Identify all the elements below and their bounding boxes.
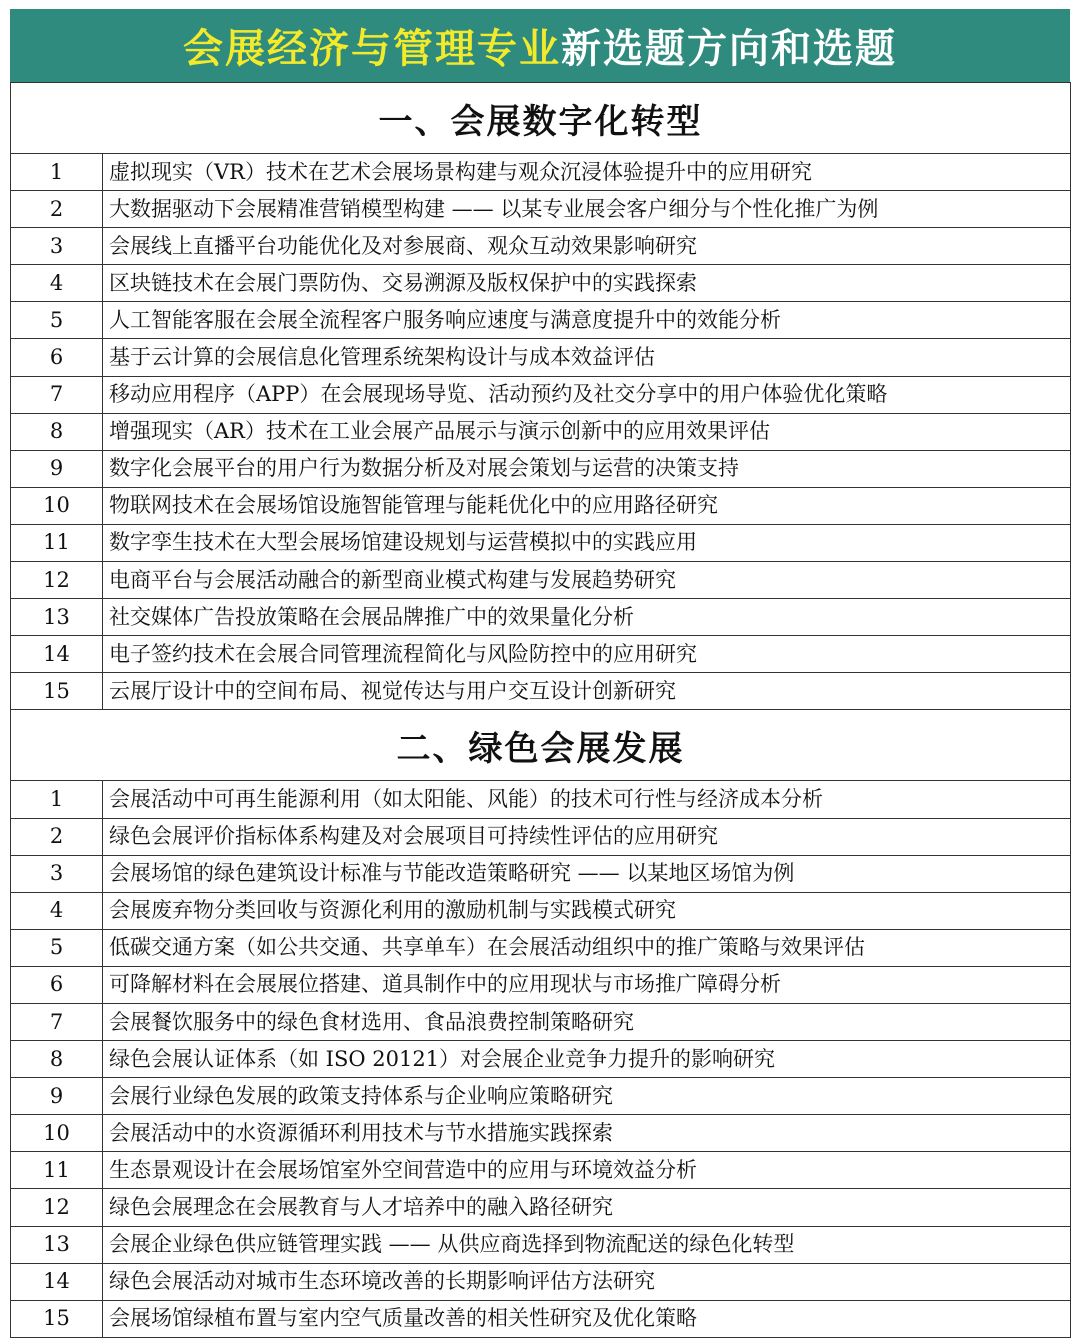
- topic-number: 6: [11, 339, 103, 376]
- table-row: [11, 1226, 1071, 1263]
- topic-number: 1: [11, 781, 103, 818]
- table-row: [11, 376, 1071, 413]
- topic-text: 人工智能客服在会展全流程客户服务响应速度与满意度提升中的效能分析: [103, 302, 1071, 339]
- table-row: [11, 524, 1071, 561]
- table-row: [11, 413, 1071, 450]
- topic-text: 区块链技术在会展门票防伪、交易溯源及版权保护中的实践探索: [103, 265, 1071, 302]
- topic-number: 14: [11, 1263, 103, 1300]
- table-row: [11, 265, 1071, 302]
- topic-number: 4: [11, 892, 103, 929]
- topic-text: 物联网技术在会展场馆设施智能管理与能耗优化中的应用路径研究: [103, 487, 1071, 524]
- table-row: [11, 892, 1071, 929]
- table-row: [11, 487, 1071, 524]
- topic-number: 8: [11, 1041, 103, 1078]
- topic-text: 会展行业绿色发展的政策支持体系与企业响应策略研究: [103, 1078, 1071, 1115]
- topic-number: 12: [11, 562, 103, 599]
- title-rest: 新选题方向和选题: [561, 25, 897, 72]
- section-heading: 二、绿色会展发展: [11, 710, 1071, 781]
- table-row: [11, 781, 1071, 818]
- table-row: [11, 1041, 1071, 1078]
- topic-text: 基于云计算的会展信息化管理系统架构设计与成本效益评估: [103, 339, 1071, 376]
- topic-text: 可降解材料在会展展位搭建、道具制作中的应用现状与市场推广障碍分析: [103, 966, 1071, 1003]
- table-row: [11, 1078, 1071, 1115]
- topic-text: 会展场馆绿植布置与室内空气质量改善的相关性研究及优化策略: [103, 1300, 1071, 1337]
- topic-number: 13: [11, 1226, 103, 1263]
- table-row: [11, 450, 1071, 487]
- topic-text: 生态景观设计在会展场馆室外空间营造中的应用与环境效益分析: [103, 1152, 1071, 1189]
- table-row: [11, 339, 1071, 376]
- topic-text: 低碳交通方案（如公共交通、共享单车）在会展活动组织中的推广策略与效果评估: [103, 929, 1071, 966]
- title-banner: [10, 9, 1070, 82]
- topic-number: 6: [11, 966, 103, 1003]
- section-heading-row: [11, 710, 1071, 781]
- topic-text: 会展活动中可再生能源利用（如太阳能、风能）的技术可行性与经济成本分析: [103, 781, 1071, 818]
- table-row: [11, 1263, 1071, 1300]
- topic-number: 14: [11, 636, 103, 673]
- table-row: [11, 562, 1071, 599]
- topic-text: 电子签约技术在会展合同管理流程简化与风险防控中的应用研究: [103, 636, 1071, 673]
- topic-number: 8: [11, 413, 103, 450]
- topic-text: 会展线上直播平台功能优化及对参展商、观众互动效果影响研究: [103, 228, 1071, 265]
- topic-text: 大数据驱动下会展精准营销模型构建 —— 以某专业展会客户细分与个性化推广为例: [103, 191, 1071, 228]
- topic-number: 1: [11, 154, 103, 191]
- section-heading: 一、会展数字化转型: [11, 83, 1071, 154]
- topic-text: 社交媒体广告投放策略在会展品牌推广中的效果量化分析: [103, 599, 1071, 636]
- topic-number: 11: [11, 1152, 103, 1189]
- topic-text: 移动应用程序（APP）在会展现场导览、活动预约及社交分享中的用户体验优化策略: [103, 376, 1071, 413]
- topic-text: 虚拟现实（VR）技术在艺术会展场景构建与观众沉浸体验提升中的应用研究: [103, 154, 1071, 191]
- table-row: [11, 1152, 1071, 1189]
- topic-number: 12: [11, 1189, 103, 1226]
- table-row: [11, 1115, 1071, 1152]
- topic-number: 15: [11, 673, 103, 710]
- topic-text: 会展场馆的绿色建筑设计标准与节能改造策略研究 —— 以某地区场馆为例: [103, 855, 1071, 892]
- topic-text: 绿色会展活动对城市生态环境改善的长期影响评估方法研究: [103, 1263, 1071, 1300]
- topic-number: 3: [11, 855, 103, 892]
- topic-number: 5: [11, 302, 103, 339]
- topic-text: 绿色会展认证体系（如 ISO 20121）对会展企业竞争力提升的影响研究: [103, 1041, 1071, 1078]
- table-row: [11, 1300, 1071, 1337]
- topic-text: 会展活动中的水资源循环利用技术与节水措施实践探索: [103, 1115, 1071, 1152]
- table-row: [11, 1003, 1071, 1040]
- topic-number: 10: [11, 487, 103, 524]
- table-row: [11, 191, 1071, 228]
- topic-text: 数字化会展平台的用户行为数据分析及对展会策划与运营的决策支持: [103, 450, 1071, 487]
- topic-number: 11: [11, 524, 103, 561]
- topics-table: [10, 82, 1071, 1338]
- table-row: [11, 228, 1071, 265]
- topic-number: 5: [11, 929, 103, 966]
- topic-number: 7: [11, 376, 103, 413]
- topic-number: 7: [11, 1003, 103, 1040]
- table-row: [11, 302, 1071, 339]
- title-highlight: 会展经济与管理专业: [183, 25, 561, 72]
- topic-text: 数字孪生技术在大型会展场馆建设规划与运营模拟中的实践应用: [103, 524, 1071, 561]
- topic-text: 电商平台与会展活动融合的新型商业模式构建与发展趋势研究: [103, 562, 1071, 599]
- topic-number: 13: [11, 599, 103, 636]
- table-row: [11, 818, 1071, 855]
- table-row: [11, 599, 1071, 636]
- topic-text: 云展厅设计中的空间布局、视觉传达与用户交互设计创新研究: [103, 673, 1071, 710]
- topic-text: 增强现实（AR）技术在工业会展产品展示与演示创新中的应用效果评估: [103, 413, 1071, 450]
- topic-text: 会展餐饮服务中的绿色食材选用、食品浪费控制策略研究: [103, 1003, 1071, 1040]
- section-heading-row: [11, 83, 1071, 154]
- table-row: [11, 673, 1071, 710]
- topic-text: 绿色会展评价指标体系构建及对会展项目可持续性评估的应用研究: [103, 818, 1071, 855]
- table-row: [11, 966, 1071, 1003]
- table-row: [11, 929, 1071, 966]
- table-row: [11, 1189, 1071, 1226]
- topic-number: 15: [11, 1300, 103, 1337]
- topic-number: 4: [11, 265, 103, 302]
- topic-text: 绿色会展理念在会展教育与人才培养中的融入路径研究: [103, 1189, 1071, 1226]
- topic-text: 会展企业绿色供应链管理实践 —— 从供应商选择到物流配送的绿色化转型: [103, 1226, 1071, 1263]
- table-row: [11, 636, 1071, 673]
- topic-number: 10: [11, 1115, 103, 1152]
- topic-number: 3: [11, 228, 103, 265]
- topic-number: 2: [11, 191, 103, 228]
- table-row: [11, 154, 1071, 191]
- topic-number: 9: [11, 1078, 103, 1115]
- topic-text: 会展废弃物分类回收与资源化利用的激励机制与实践模式研究: [103, 892, 1071, 929]
- table-row: [11, 855, 1071, 892]
- topic-number: 9: [11, 450, 103, 487]
- topic-number: 2: [11, 818, 103, 855]
